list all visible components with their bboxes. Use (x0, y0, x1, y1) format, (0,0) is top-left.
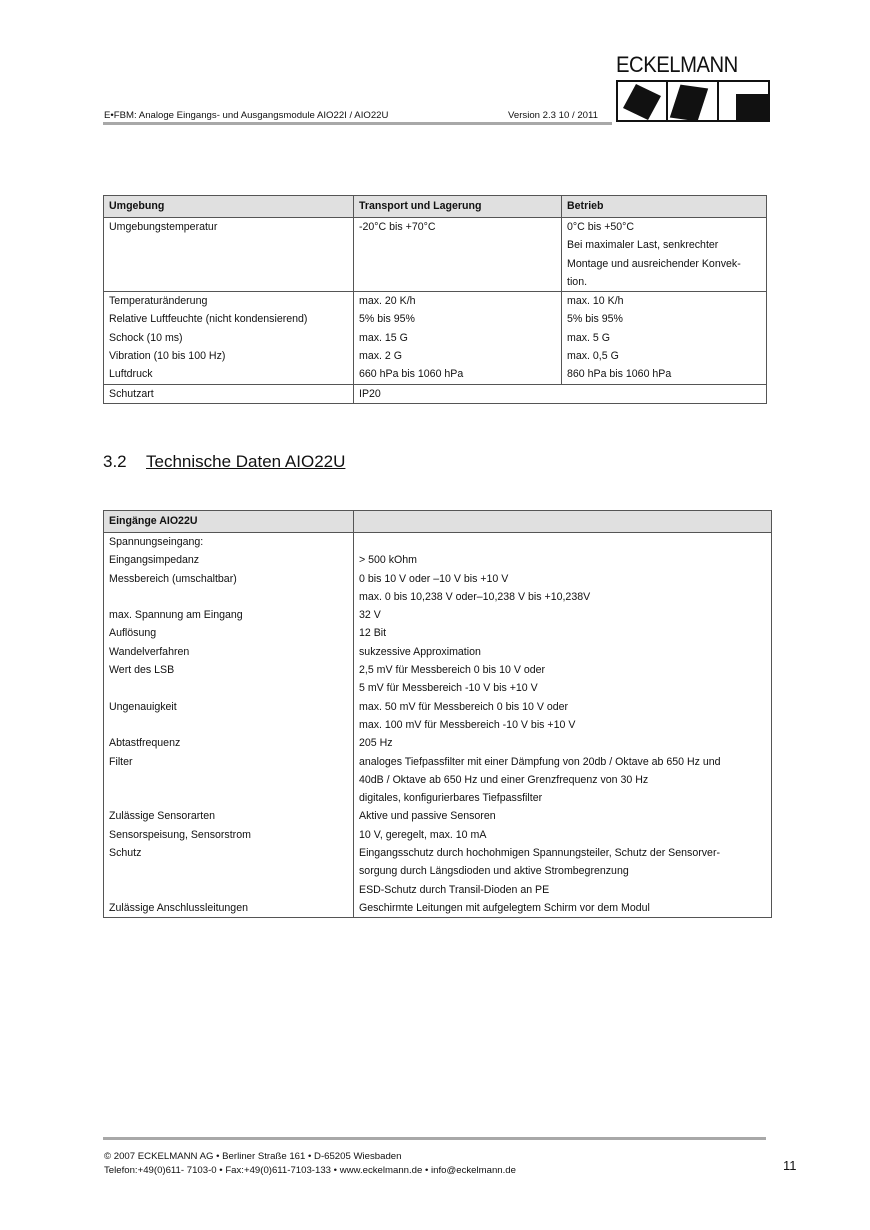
cell-line: 5% bis 95% (359, 313, 415, 326)
inputs-table (103, 510, 772, 918)
table-row (104, 218, 767, 292)
table-cell (104, 533, 354, 918)
cell-line: Bei maximaler Last, senkrechter (567, 239, 719, 252)
cell-line: Ungenauigkeit (109, 700, 177, 713)
cell-line: max. 0 bis 10,238 V oder–10,238 V bis +10,238V (359, 590, 591, 603)
section-heading (103, 452, 346, 472)
cell-line: digitales, konfigurierbares Tiefpassfilter (359, 792, 543, 805)
table-cell (354, 292, 562, 384)
cell-line: Aktive und passive Sensoren (359, 810, 496, 823)
cell-line: sorgung durch Längsdioden und aktive Strombegrenzung (359, 865, 629, 878)
document-title: E•FBM: Analoge Eingangs- und Ausgangsmodule AIO22I / AIO22U (104, 110, 389, 121)
cell-line: Schutz (109, 847, 142, 860)
cell-line: Filter (109, 755, 133, 768)
cell-line (359, 533, 766, 551)
cell-line: 5% bis 95% (567, 313, 623, 326)
cell-line: analoges Tiefpassfilter mit einer Dämpfung von 20db / Oktave ab 650 Hz und (359, 755, 721, 768)
footer-contact: Telefon:+49(0)611- 7103-0 • Fax:+49(0)611-7103-133 • www.eckelmann.de • info@eckelmann.de (104, 1165, 516, 1176)
cell-line: 860 hPa bis 1060 hPa (567, 368, 672, 381)
cell-line: max. 20 K/h (359, 295, 416, 308)
cell-line: Schock (10 ms) (109, 331, 183, 344)
table-cell (354, 218, 562, 292)
cell-line: Eingangsimpedanz (109, 554, 200, 567)
cell-line: Relative Luftfeuchte (nicht kondensierend) (109, 313, 308, 326)
column-header: Umgebung (104, 196, 354, 218)
cell-line (109, 862, 348, 880)
cell-line: max. 50 mV für Messbereich 0 bis 10 V oder (359, 700, 569, 713)
cell-line: 12 Bit (359, 627, 387, 640)
cell-line: Wandelverfahren (109, 645, 190, 658)
table-header-row (104, 196, 767, 218)
cell-line: 32 V (359, 609, 381, 622)
cell-line: IP20 (359, 387, 381, 400)
cell-line (109, 789, 348, 807)
column-header: Betrieb (562, 196, 767, 218)
cell-line: Schutzart (109, 387, 154, 400)
table-cell (562, 218, 767, 292)
cell-line: Abtastfrequenz (109, 737, 181, 750)
cell-line: max. 5 G (567, 331, 610, 344)
cell-line: max. Spannung am Eingang (109, 609, 243, 622)
cell-line: Luftdruck (109, 368, 153, 381)
cell-line: 5 mV für Messbereich -10 V bis +10 V (359, 682, 538, 695)
environment-table (103, 195, 767, 404)
table-row (104, 292, 767, 384)
cell-line: 660 hPa bis 1060 hPa (359, 368, 464, 381)
cell-line: Geschirmte Leitungen mit aufgelegtem Schirm vor dem Modul (359, 901, 650, 914)
cell-line: Auflösung (109, 627, 157, 640)
cell-line: max. 100 mV für Messbereich -10 V bis +10 V (359, 718, 576, 731)
cell-line: Zulässige Anschlussleitungen (109, 901, 248, 914)
cell-line: Spannungseingang: (109, 536, 204, 548)
cell-line (109, 716, 348, 734)
table-cell (104, 218, 354, 292)
cell-line: max. 0,5 G (567, 350, 619, 363)
cell-line: 40dB / Oktave ab 650 Hz und einer Grenzfrequenz von 30 Hz (359, 773, 649, 786)
footer-address: © 2007 ECKELMANN AG • Berliner Straße 161 • D-65205 Wiesbaden (104, 1151, 402, 1162)
cell-line (109, 771, 348, 789)
table-cell (354, 384, 767, 403)
version-date: Version 2.3 10 / 2011 (508, 110, 598, 121)
cell-line: ESD-Schutz durch Transil-Dioden an PE (359, 883, 550, 896)
company-logo-icon (616, 80, 770, 122)
cell-line: Temperaturänderung (109, 295, 208, 308)
cell-line: 0°C bis +50°C (567, 221, 635, 233)
table-cell (354, 533, 772, 918)
table-cell (104, 292, 354, 384)
cell-line: Montage und ausreichender Konvek- (567, 257, 741, 270)
cell-line: Zulässige Sensorarten (109, 810, 215, 823)
table-row (104, 533, 772, 918)
cell-line: Eingangsschutz durch hochohmigen Spannungsteiler, Schutz der Sensorver- (359, 847, 720, 860)
section-title: Technische Daten AIO22U (146, 452, 346, 471)
cell-line: max. 10 K/h (567, 295, 624, 308)
cell-line: Wert des LSB (109, 664, 175, 677)
cell-line: -20°C bis +70°C (359, 221, 436, 233)
cell-line: max. 2 G (359, 350, 402, 363)
cell-line: 0 bis 10 V oder –10 V bis +10 V (359, 572, 509, 585)
table-cell (562, 292, 767, 384)
cell-line: Messbereich (umschaltbar) (109, 572, 237, 585)
table-row (104, 384, 767, 403)
cell-line: Sensorspeisung, Sensorstrom (109, 828, 251, 841)
cell-line: 10 V, geregelt, max. 10 mA (359, 828, 487, 841)
cell-line: Umgebungstemperatur (109, 221, 218, 233)
cell-line (109, 679, 348, 697)
company-logo-text: ECKELMANN (616, 52, 738, 77)
section-number: 3.2 (103, 452, 127, 471)
cell-line: max. 15 G (359, 331, 408, 344)
cell-line: Vibration (10 bis 100 Hz) (109, 350, 226, 363)
cell-line (109, 588, 348, 606)
column-header (354, 511, 772, 533)
cell-line: 2,5 mV für Messbereich 0 bis 10 V oder (359, 664, 546, 677)
footer-divider (103, 1137, 766, 1140)
cell-line: sukzessive Approximation (359, 645, 481, 658)
cell-line: > 500 kOhm (359, 554, 418, 567)
cell-line (109, 881, 348, 899)
cell-line: 205 Hz (359, 737, 393, 750)
table-cell (104, 384, 354, 403)
page-number: 11 (783, 1158, 797, 1173)
column-header: Transport und Lagerung (354, 196, 562, 218)
column-header: Eingänge AIO22U (104, 511, 354, 533)
header-divider (103, 122, 612, 125)
cell-line: tion. (567, 275, 588, 288)
table-header-row (104, 511, 772, 533)
